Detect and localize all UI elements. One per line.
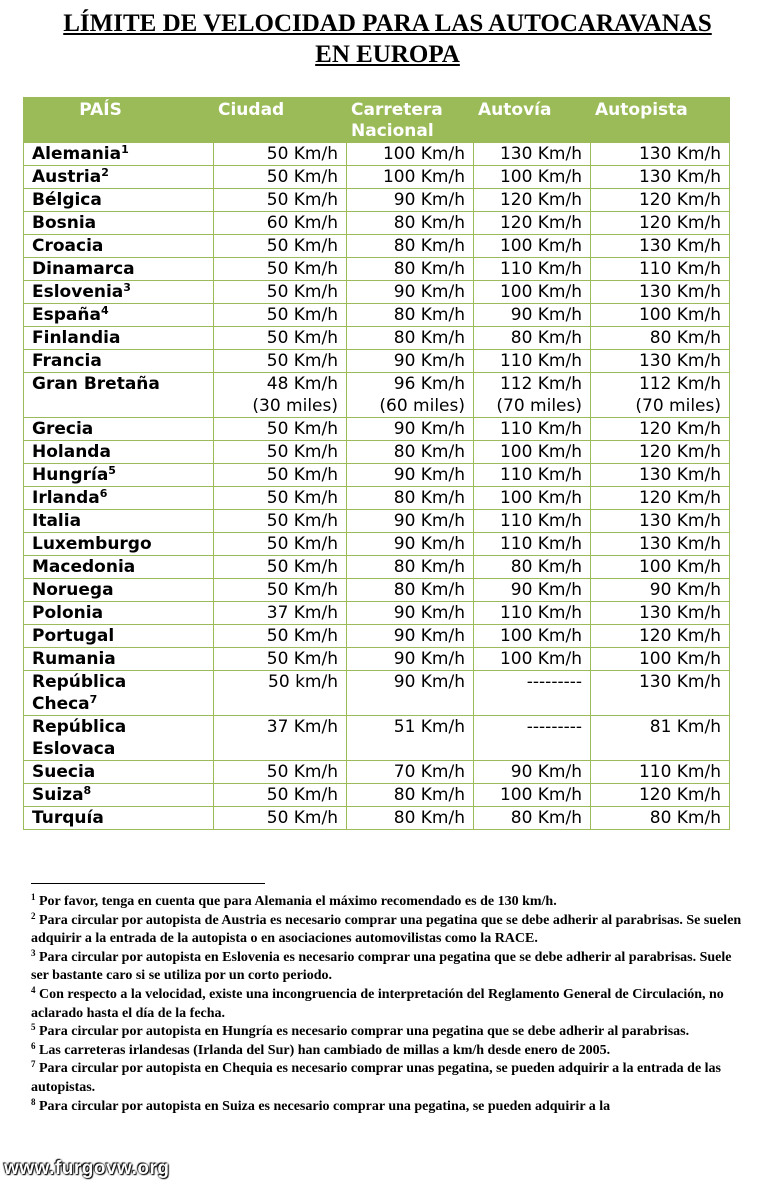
footnote: $^4$ Con respecto a la velocidad, existe una incongruencia de interpretación del Reglamento General de Circulación, no aclarado hasta el día de la fecha. <box>31 984 724 1021</box>
cell-country: Alemania$^1$ <box>24 143 214 166</box>
cell-ciudad: 50 Km/h <box>214 579 347 602</box>
cell-country: Suecia <box>24 761 214 784</box>
cell-country: Suiza$^8$ <box>24 784 214 807</box>
footnote-ref: 5 <box>108 464 116 477</box>
cell-autovia: 90 Km/h <box>474 579 591 602</box>
cell-autopista: 110 Km/h <box>591 761 730 784</box>
cell-nacional: 80 Km/h <box>347 784 474 807</box>
cell-country: Austria$^2$ <box>24 166 214 189</box>
cell-ciudad: 50 Km/h <box>214 648 347 671</box>
table-row <box>24 556 730 579</box>
cell-autopista: 130 Km/h <box>591 671 730 716</box>
cell-autopista: 120 Km/h <box>591 189 730 212</box>
document-title-line1: LÍMITE DE VELOCIDAD PARA LAS AUTOCARAVANAS <box>63 10 712 37</box>
header-pais: PAÍS <box>24 98 214 143</box>
cell-country: Finlandia <box>24 327 214 350</box>
cell-country: Hungría$^5$ <box>24 464 214 487</box>
cell-nacional: 80 Km/h <box>347 441 474 464</box>
cell-nacional: 96 Km/h (60 miles) <box>347 373 474 418</box>
table-row <box>24 350 730 373</box>
cell-country: República Eslovaca <box>24 716 214 761</box>
cell-ciudad: 50 Km/h <box>214 784 347 807</box>
header-carretera-nacional: Carretera Nacional <box>347 98 474 143</box>
cell-autovia: 100 Km/h <box>474 235 591 258</box>
cell-ciudad: 60 Km/h <box>214 212 347 235</box>
footnote-ref: 1 <box>121 143 129 156</box>
cell-country: Luxemburgo <box>24 533 214 556</box>
cell-country: Francia <box>24 350 214 373</box>
cell-ciudad: 50 Km/h <box>214 556 347 579</box>
cell-autovia: 110 Km/h <box>474 510 591 533</box>
footnote-ref: 3 <box>123 281 131 294</box>
cell-ciudad: 50 Km/h <box>214 625 347 648</box>
cell-country: Macedonia <box>24 556 214 579</box>
cell-autopista: 90 Km/h <box>591 579 730 602</box>
cell-ciudad: 48 Km/h (30 miles) <box>214 373 347 418</box>
cell-autovia: 110 Km/h <box>474 418 591 441</box>
cell-autovia: 110 Km/h <box>474 258 591 281</box>
cell-autovia: 100 Km/h <box>474 784 591 807</box>
cell-autovia: 130 Km/h <box>474 143 591 166</box>
cell-autopista: 80 Km/h <box>591 327 730 350</box>
cell-country: Holanda <box>24 441 214 464</box>
cell-autopista: 130 Km/h <box>591 510 730 533</box>
cell-country: Portugal <box>24 625 214 648</box>
table-row <box>24 258 730 281</box>
cell-ciudad: 50 Km/h <box>214 761 347 784</box>
table-row <box>24 648 730 671</box>
cell-autovia: 110 Km/h <box>474 602 591 625</box>
table-row <box>24 212 730 235</box>
cell-autovia: 80 Km/h <box>474 556 591 579</box>
cell-ciudad: 50 Km/h <box>214 441 347 464</box>
cell-nacional: 90 Km/h <box>347 281 474 304</box>
cell-autovia: 120 Km/h <box>474 189 591 212</box>
cell-nacional: 80 Km/h <box>347 212 474 235</box>
cell-autopista: 81 Km/h <box>591 716 730 761</box>
footnote: $^8$ Para circular por autopista en Suiza es necesario comprar una pegatina, se pueden adquirir a la <box>31 1096 611 1114</box>
cell-country: Turquía <box>24 807 214 830</box>
table-row <box>24 373 730 418</box>
cell-nacional: 90 Km/h <box>347 418 474 441</box>
cell-nacional: 90 Km/h <box>347 189 474 212</box>
table-row <box>24 304 730 327</box>
cell-autopista: 120 Km/h <box>591 625 730 648</box>
cell-nacional: 100 Km/h <box>347 166 474 189</box>
cell-autovia: 112 Km/h (70 miles) <box>474 373 591 418</box>
header-autopista: Autopista <box>591 98 730 143</box>
cell-autopista: 100 Km/h <box>591 556 730 579</box>
table-row <box>24 487 730 510</box>
cell-ciudad: 50 Km/h <box>214 510 347 533</box>
cell-autovia: 90 Km/h <box>474 304 591 327</box>
cell-autovia: 90 Km/h <box>474 761 591 784</box>
footnote-separator <box>31 883 265 884</box>
table-row <box>24 602 730 625</box>
cell-ciudad: 50 Km/h <box>214 487 347 510</box>
cell-nacional: 80 Km/h <box>347 327 474 350</box>
cell-autopista: 80 Km/h <box>591 807 730 830</box>
cell-autopista: 120 Km/h <box>591 441 730 464</box>
cell-ciudad: 50 Km/h <box>214 533 347 556</box>
cell-autopista: 120 Km/h <box>591 418 730 441</box>
cell-autopista: 130 Km/h <box>591 464 730 487</box>
table-row <box>24 166 730 189</box>
cell-country: Italia <box>24 510 214 533</box>
cell-ciudad: 50 Km/h <box>214 281 347 304</box>
footnote: $^5$ Para circular por autopista en Hungría es necesario comprar una pegatina que se debe adherir al parabrisas. <box>31 1022 690 1040</box>
footnote: $^7$ Para circular por autopista en Chequia es necesario comprar unas pegatina, se pueden adquirir a la entrada de las autopistas. <box>31 1059 722 1095</box>
cell-nacional: 70 Km/h <box>347 761 474 784</box>
table-row <box>24 464 730 487</box>
cell-autopista: 100 Km/h <box>591 648 730 671</box>
footnote-ref: 4 <box>100 304 109 317</box>
table-row <box>24 143 730 166</box>
cell-nacional: 51 Km/h <box>347 716 474 761</box>
cell-autovia: 110 Km/h <box>474 533 591 556</box>
cell-nacional: 90 Km/h <box>347 350 474 373</box>
cell-nacional: 80 Km/h <box>347 579 474 602</box>
cell-country: Polonia <box>24 602 214 625</box>
cell-nacional: 80 Km/h <box>347 487 474 510</box>
cell-country: Noruega <box>24 579 214 602</box>
table-row <box>24 189 730 212</box>
cell-nacional: 90 Km/h <box>347 464 474 487</box>
cell-ciudad: 50 km/h <box>214 671 347 716</box>
footnotes <box>31 893 743 1116</box>
footnote: $^6$ Las carreteras irlandesas (Irlanda del Sur) han cambiado de millas a km/h desde enero de 2005. <box>31 1040 611 1058</box>
cell-autopista: 130 Km/h <box>591 602 730 625</box>
cell-ciudad: 50 Km/h <box>214 143 347 166</box>
cell-country: Bosnia <box>24 212 214 235</box>
cell-autopista: 120 Km/h <box>591 784 730 807</box>
cell-country: Irlanda$^6$ <box>24 487 214 510</box>
cell-autopista: 130 Km/h <box>591 533 730 556</box>
cell-autopista: 120 Km/h <box>591 487 730 510</box>
header-autovia: Autovía <box>474 98 591 143</box>
cell-ciudad: 50 Km/h <box>214 258 347 281</box>
cell-autovia: 100 Km/h <box>474 441 591 464</box>
cell-nacional: 90 Km/h <box>347 510 474 533</box>
cell-ciudad: 37 Km/h <box>214 602 347 625</box>
cell-country: Eslovenia$^3$ <box>24 281 214 304</box>
cell-autopista: 130 Km/h <box>591 281 730 304</box>
cell-ciudad: 50 Km/h <box>214 464 347 487</box>
cell-autovia: --------- <box>474 671 591 716</box>
cell-autovia: 100 Km/h <box>474 648 591 671</box>
table-header-row <box>24 98 730 143</box>
cell-country: República Checa$^7$ <box>24 671 214 716</box>
cell-autopista: 100 Km/h <box>591 304 730 327</box>
document-title-line2: EN EUROPA <box>315 41 460 68</box>
table-row <box>24 510 730 533</box>
cell-country: Gran Bretaña <box>24 373 214 418</box>
table-row <box>24 761 730 784</box>
cell-autovia: 100 Km/h <box>474 281 591 304</box>
cell-autovia: 80 Km/h <box>474 327 591 350</box>
cell-ciudad: 50 Km/h <box>214 327 347 350</box>
table-row <box>24 533 730 556</box>
footnote: $^2$ Para circular por autopista de Austria es necesario comprar una pegatina que se debe adherir al parabrisas. Se suelen adquirir a la entrada de la autopista o en asociaciones automovilistas como la RACE. <box>31 910 742 947</box>
footnote-ref: 8 <box>83 784 92 797</box>
cell-ciudad: 50 Km/h <box>214 418 347 441</box>
cell-ciudad: 50 Km/h <box>214 166 347 189</box>
cell-autopista: 112 Km/h (70 miles) <box>591 373 730 418</box>
cell-country: Bélgica <box>24 189 214 212</box>
table-row <box>24 807 730 830</box>
cell-autovia: 110 Km/h <box>474 350 591 373</box>
cell-nacional: 90 Km/h <box>347 625 474 648</box>
cell-autovia: 100 Km/h <box>474 166 591 189</box>
table-row <box>24 235 730 258</box>
table-row <box>24 784 730 807</box>
footnote-ref: 7 <box>89 693 98 706</box>
cell-nacional: 80 Km/h <box>347 556 474 579</box>
cell-autopista: 130 Km/h <box>591 235 730 258</box>
cell-nacional: 90 Km/h <box>347 671 474 716</box>
cell-nacional: 90 Km/h <box>347 602 474 625</box>
footnote: $^1$ Por favor, tenga en cuenta que para Alemania el máximo recomendado es de 130 km/h. <box>31 892 557 909</box>
cell-autopista: 110 Km/h <box>591 258 730 281</box>
table-row <box>24 579 730 602</box>
cell-ciudad: 50 Km/h <box>214 304 347 327</box>
cell-country: Croacia <box>24 235 214 258</box>
footnote: $^3$ Para circular por autopista en Eslovenia es necesario comprar una pegatina que se debe adherir al parabrisas. Suele ser bastante caro si se utiliza por un corto periodo. <box>31 947 732 984</box>
cell-autovia: 120 Km/h <box>474 212 591 235</box>
cell-country: Rumania <box>24 648 214 671</box>
cell-ciudad: 50 Km/h <box>214 235 347 258</box>
cell-country: Dinamarca <box>24 258 214 281</box>
table-row <box>24 327 730 350</box>
speed-limit-table <box>23 97 730 830</box>
cell-nacional: 90 Km/h <box>347 533 474 556</box>
cell-autopista: 120 Km/h <box>591 212 730 235</box>
cell-autovia: --------- <box>474 716 591 761</box>
cell-autopista: 130 Km/h <box>591 350 730 373</box>
cell-autopista: 130 Km/h <box>591 166 730 189</box>
cell-autopista: 130 Km/h <box>591 143 730 166</box>
table-row <box>24 281 730 304</box>
cell-country: Grecia <box>24 418 214 441</box>
cell-ciudad: 50 Km/h <box>214 807 347 830</box>
table-row <box>24 716 730 761</box>
cell-nacional: 80 Km/h <box>347 235 474 258</box>
footnote-ref: 6 <box>99 487 108 500</box>
cell-autovia: 80 Km/h <box>474 807 591 830</box>
cell-nacional: 90 Km/h <box>347 648 474 671</box>
table-row <box>24 418 730 441</box>
footnote-ref: 2 <box>101 166 109 179</box>
cell-autovia: 100 Km/h <box>474 487 591 510</box>
cell-ciudad: 50 Km/h <box>214 189 347 212</box>
cell-nacional: 80 Km/h <box>347 258 474 281</box>
table-row <box>24 671 730 716</box>
cell-nacional: 80 Km/h <box>347 304 474 327</box>
watermark: www.furgovw.org <box>4 1158 170 1179</box>
cell-autovia: 110 Km/h <box>474 464 591 487</box>
table-row <box>24 625 730 648</box>
table-row <box>24 441 730 464</box>
cell-nacional: 100 Km/h <box>347 143 474 166</box>
cell-autovia: 100 Km/h <box>474 625 591 648</box>
cell-nacional: 80 Km/h <box>347 807 474 830</box>
header-ciudad: Ciudad <box>214 98 347 143</box>
cell-country: España$^4$ <box>24 304 214 327</box>
cell-ciudad: 50 Km/h <box>214 350 347 373</box>
cell-ciudad: 37 Km/h <box>214 716 347 761</box>
